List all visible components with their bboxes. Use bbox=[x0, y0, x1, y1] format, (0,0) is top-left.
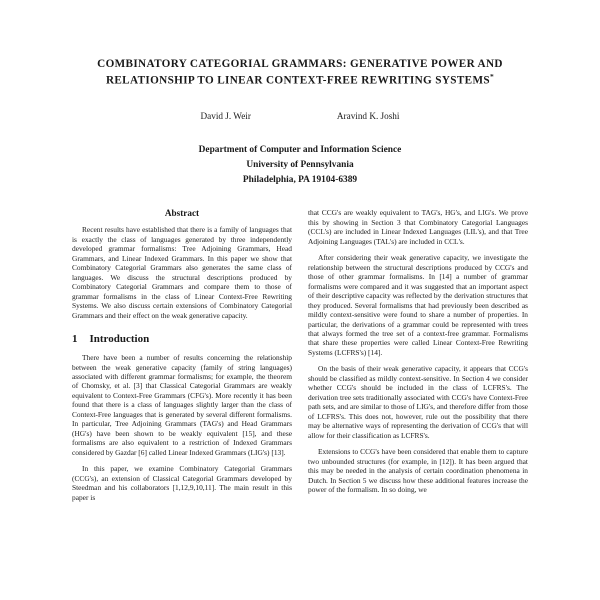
affiliation-block bbox=[72, 143, 528, 188]
abstract-text: Recent results have established that there is a family of languages that is exactly the class of languages generated by three independently developed grammar formalisms: Tree Adjoining Grammars, Head Grammars, and Linear Indexed Grammars. In this paper we show that Combinatory Categorial Grammars also generates the same class of languages. We discuss the structural descriptions produced by Combinatory Categorial Grammars and compare them to those of grammar formalisms in the class of Linear Context-Free Rewriting Systems. We also discuss certain extensions of Combinatory Categorial Grammars and their effect on the weak generative capacity. bbox=[72, 225, 292, 320]
right-column bbox=[308, 208, 528, 501]
author-list bbox=[72, 111, 528, 121]
page-title bbox=[72, 56, 528, 89]
paragraph: After considering their weak generative capacity, we investigate the relationship between the structural descriptions produced by CCG's and those of other grammar formalisms. In [14] a number of grammar formalisms were compared and it was suggested that an important aspect of their descriptive capacity was reflected by the derivation structures that they produced. Several formalisms that had previously been described as mildly context-sensitive were found to share a number of properties. In particular, the derivations of a grammar could be represented with trees that always formed the tree set of a context-free grammar. Formalisms that share these properties were called Linear Context-Free Rewriting Systems (LCFRS's) [14]. bbox=[308, 253, 528, 357]
title-line-1: COMBINATORY CATEGORIAL GRAMMARS: GENERATIVE POWER AND bbox=[97, 58, 503, 70]
left-column bbox=[72, 208, 292, 509]
section-number: 1 bbox=[72, 333, 78, 346]
abstract-heading: Abstract bbox=[164, 208, 200, 219]
paragraph: There have been a number of results concerning the relationship between the weak generative capacity (family of string languages) associated with different grammar formalisms; for example, the theorem of Chomsky, et al. [3] that Classical Categorial Grammars are weakly equivalent to Context-Free Grammars (CFG's). More recently it has been found that there is a class of languages slightly larger than the class of Context-Free languages that is generated by several different formalisms. In particular, Tree Adjoining Grammars (TAG's) and Head Grammars (HG's) have been shown to be weakly equivalent [15], and these formalisms are also equivalent to a restriction of Indexed Grammars considered by Gazdar [6] called Linear Indexed Grammars (LIG's) [13]. bbox=[72, 353, 292, 457]
author-1: David J. Weir bbox=[200, 111, 251, 122]
paragraph: On the basis of their weak generative capacity, it appears that CCG's should be classified as mildly context-sensitive. In Section 4 we consider whether CCG's should be included in the class of LCFRS's. The derivation tree sets traditionally associated with CCG's have Context-Free path sets, and are similar to those of LIG's, and therefore differ from those of LCFRS's. This does not, however, rule out the possibility that there may be alternative ways of representing the derivation of CCG's that will allow for their classification as LCFRS's. bbox=[308, 364, 528, 440]
paragraph: Extensions to CCG's have been considered that enable them to capture two unbounded structures (for example, in [12]). It has been argued that this may be needed in the analysis of certain coordination phenomena in Dutch. In Section 5 we discuss how these additional features increase the power of the formalism. In so doing, we bbox=[308, 447, 528, 494]
title-footnote-marker: * bbox=[489, 72, 495, 82]
author-2: Aravind K. Joshi bbox=[336, 111, 400, 122]
affiliation-line-3: Philadelphia, PA 19104-6389 bbox=[242, 175, 358, 186]
paragraph: In this paper, we examine Combinatory Categorial Grammars (CCG's), an extension of Classical Categorial Grammars developed by Steedman and his collaborators [1,12,9,10,11]. The main result in this paper is bbox=[72, 464, 292, 502]
affiliation-line-1: Department of Computer and Information Science bbox=[198, 145, 402, 156]
section-title: Introduction bbox=[89, 333, 150, 346]
affiliation-line-2: University of Pennsylvania bbox=[246, 160, 354, 171]
title-line-2: RELATIONSHIP TO LINEAR CONTEXT-FREE REWRITING SYSTEMS bbox=[105, 74, 490, 87]
section-heading-introduction bbox=[72, 333, 292, 345]
two-column-body bbox=[72, 208, 528, 509]
paragraph: that CCG's are weakly equivalent to TAG's, HG's, and LIG's. We prove this by showing in Section 3 that Combinatory Categorial Languages (CCL's) are included in Linear Indexed Languages (LIL's), and that Tree Adjoining Languages (TAL's) are included in CCL's. bbox=[308, 208, 528, 246]
